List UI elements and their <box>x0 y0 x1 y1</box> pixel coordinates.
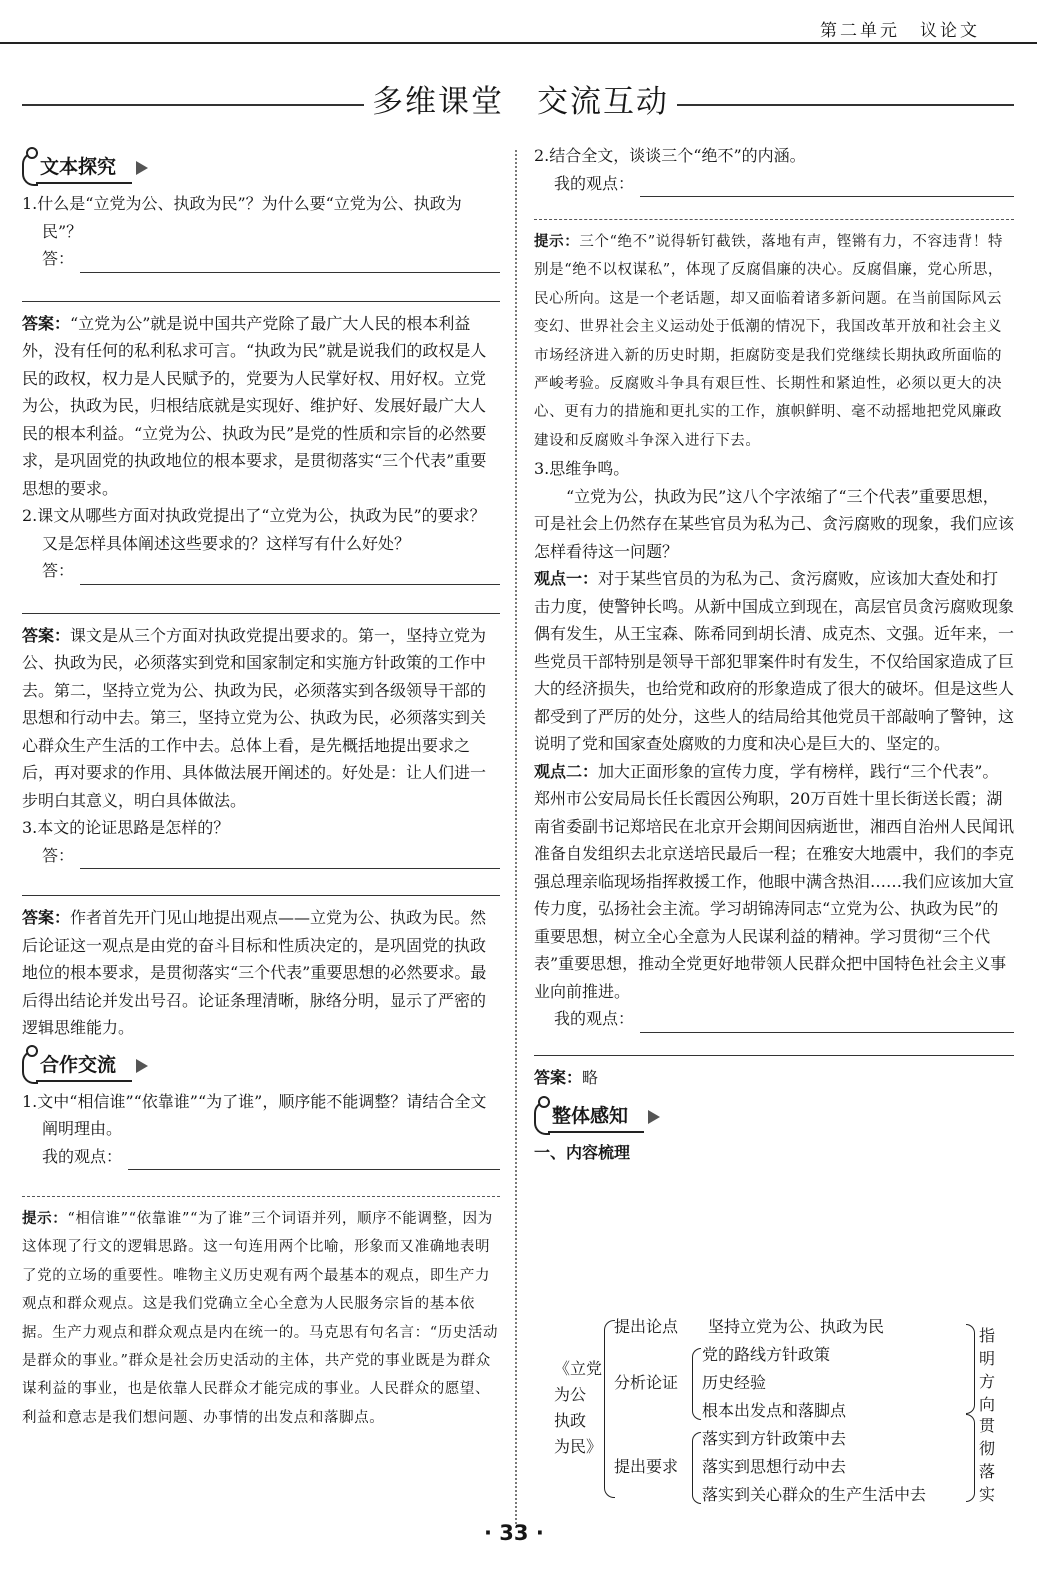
answer-field-3[interactable] <box>22 842 500 870</box>
banner-title: 多维课堂 交流互动 <box>364 82 677 122</box>
answer-prompt: 答： <box>42 561 75 580</box>
question-3: 3.本文的论证思路是怎样的？ <box>22 818 230 837</box>
opinion-prompt: 我的观点： <box>554 1009 635 1029</box>
debate-prompt: “立党为公，执政为民”这八个字浓缩了“三个代表”重要思想，可是社会上仍然存在某些官员为私为己、贪污腐败的现象，我们应该怎样看待这一问题？ <box>534 486 1015 561</box>
hint-box-2 <box>534 219 1014 455</box>
answer-prompt: 答： <box>42 845 75 865</box>
branch-label-1: 提出论点 <box>614 1317 679 1336</box>
root-line: 为公 <box>554 1385 587 1404</box>
root-line: 《立党 <box>554 1359 603 1378</box>
hint-label: 提示： <box>22 1211 68 1227</box>
right-column <box>534 142 1014 1167</box>
branch-label-3: 提出要求 <box>614 1457 679 1476</box>
sub-brace-2 <box>692 1348 701 1420</box>
left-column <box>22 148 500 1432</box>
answer-box-2 <box>22 613 500 815</box>
viewpoint-label: 观点二： <box>534 761 599 781</box>
section-title: 合作交流 <box>40 1053 117 1076</box>
question-2: 2.课文从哪些方面对执政党提出了“立党为公，执政为民”的要求？又是怎样具体阐述这些要求的？这样写有什么好处？ <box>22 506 486 553</box>
sub-brace-3 <box>692 1432 701 1504</box>
answer-line[interactable] <box>80 252 500 273</box>
branch-leaf-2c: 根本出发点和落脚点 <box>702 1401 847 1420</box>
opinion-field-2[interactable] <box>534 170 1014 198</box>
answer-line[interactable] <box>80 848 500 869</box>
section-underline <box>548 1131 644 1133</box>
section-title: 文本探究 <box>40 156 117 178</box>
outline-title: 一、内容梳理 <box>534 1143 631 1163</box>
hint-box-1 <box>22 1196 500 1432</box>
answer-label: 答案： <box>534 1067 583 1087</box>
opinion-prompt: 我的观点： <box>554 173 635 193</box>
hint-label: 提示： <box>534 234 580 250</box>
unit-label: 第二单元 议论文 <box>820 21 980 41</box>
answer-text: “立党为公”就是说中国共产党除了最广大人民的根本利益外，没有任何的私利私求可言。“执政为民”就是说我们的政权是人民的政权，权力是人民赋予的，党要为人民掌好权、用好权。立党为公，执政为民，归根结底就是实现好、维护好、发展好最广大人民的根本利益。“立党为公、执政为民”是党的性质和宗旨的必然要求，是巩固党的执政地位的根本要求，是贯彻落实“三个代表”重要思想的要求。 <box>22 313 487 498</box>
hook-icon <box>22 1050 38 1084</box>
cooperation-question-3: 3.思维争鸣。 <box>534 459 630 479</box>
answer-field-2[interactable] <box>22 557 500 585</box>
answer-text: 课文是从三个方面对执政党提出要求的。第一，坚持立党为公、执政为民，必须落实到党和国家制定和实施方针政策的工作中去。第二，坚持立党为公、执政为民，必须落实到各级领导干部的思想和行动中去。第三，坚持立党为公、执政为民，必须落实到关心群众生产生活的工作中去。总体上看，是先概括地提出要求之后，再对要求的作用、具体做法展开阐述的。好处是：让人们进一步明白其意义，明白具体做法。 <box>22 625 487 810</box>
hint-text: “相信谁”“依靠谁”“为了谁”三个词语并列，顺序不能调整，因为这体现了行文的逻辑思路。这一句连用两个比喻，形象而又准确地表明了党的立场的重要性。唯物主义历史观有两个最基本的观点，即生产力观点和群众观点。这是我们党确立全心全意为人民服务宗旨的基本依据。生产力观点和群众观点是内在统一的。马克思有句名言：“历史活动是群众的事业。”群众是社会历史活动的主体，共产党的事业既是为群众谋利益的事业，也是依靠人民群众才能完成的事业。人民群众的愿望、利益和意志是我们想问题、办事情的出发点和落脚点。 <box>22 1211 499 1426</box>
hint-text: 三个“绝不”说得斩钉截铁，落地有声，铿锵有力，不容违背！特别是“绝不以权谋私”，体现了反腐倡廉的决心。反腐倡廉，党心所思，民心所向。这是一个老话题，却又面临着诸多新问题。在当前国际风云变幻、世界社会主义运动处于低潮的情况下，我国改革开放和社会主义市场经济进入新的历史时期，拒腐防变是我们党继续长期执政所面临的严峻考验。反腐败斗争具有艰巨性、长期性和紧迫性，必须以更大的决心、更有力的措施和更扎实的工作，旗帜鲜明、毫不动摇地把党风廉政建设和反腐败斗争深入进行下去。 <box>534 234 1004 449</box>
hook-icon <box>22 152 38 186</box>
side-label-2: 贯彻落实 <box>978 1416 995 1504</box>
answer-line[interactable] <box>80 564 500 585</box>
branch-leaf-2b: 历史经验 <box>702 1373 767 1392</box>
viewpoint-label: 观点一： <box>534 569 599 589</box>
section-cooperation <box>22 1046 500 1086</box>
viewpoint-text: 对于某些官员的为私为己、贪污腐败，应该加大查处和打击力度，使警钟长鸣。从新中国成立到现在，高层官员贪污腐败现象偶有发生，从王宝森、陈希同到胡长清、成克杰、文强。近年来，一些党员干部特别是领导干部犯罪案件时有发生，不仅给国家造成了巨大的经济损失，也给党和政府的形象造成了很大的破坏。但是这些人都受到了严厉的处分，这些人的结局给其他党员干部敲响了警钟，这说明了党和国家查处腐败的力度和决心是巨大的、坚定的。 <box>534 569 1015 754</box>
banner-rule-right <box>670 104 1014 106</box>
section-title: 整体感知 <box>552 1105 629 1128</box>
root-line: 为民》 <box>554 1437 603 1456</box>
side-brace-2 <box>966 1414 975 1502</box>
play-arrow-icon <box>648 1110 660 1124</box>
opinion-line[interactable] <box>128 1149 500 1170</box>
opinion-field-1[interactable] <box>22 1143 500 1171</box>
banner-rule-left <box>22 104 367 106</box>
branch-leaf-3a: 落实到方针政策中去 <box>702 1429 847 1448</box>
branch-leaf-3c: 落实到关心群众的生产生活中去 <box>702 1485 927 1504</box>
branch-label-2: 分析论证 <box>614 1373 679 1392</box>
answer-text: 略 <box>582 1067 599 1087</box>
play-arrow-icon <box>136 1059 148 1073</box>
question-1: 1.什么是“立党为公、执政为民”？为什么要“立党为公、执政为民”？ <box>22 194 462 241</box>
branch-leaf-3b: 落实到思想行动中去 <box>702 1457 847 1476</box>
cooperation-question-1: 1.文中“相信谁”“依靠谁”“为了谁”，顺序能不能调整？请结合全文阐明理由。 <box>22 1091 487 1138</box>
answer-box-4 <box>534 1055 1014 1092</box>
play-arrow-icon <box>136 161 148 175</box>
answer-text: 作者首先开门见山地提出观点——立党为公、执政为民。然后论证这一观点是由党的奋斗目标和性质决定的，是巩固党的执政地位的根本要求，是贯彻落实“三个代表”重要思想的必然要求。最后得出结论并发出号召。论证条理清晰，脉络分明，显示了严密的逻辑思维能力。 <box>22 908 487 1037</box>
answer-label: 答案： <box>22 313 71 333</box>
section-text-explore <box>22 148 500 188</box>
section-overall <box>534 1097 1014 1137</box>
answer-box-3 <box>22 895 500 1042</box>
opinion-field-3[interactable] <box>534 1005 1014 1033</box>
section-underline <box>36 182 132 184</box>
answer-label: 答案： <box>22 908 71 927</box>
viewpoint-2 <box>534 758 1014 1006</box>
viewpoint-1 <box>534 565 1014 758</box>
answer-label: 答案： <box>22 625 71 645</box>
answer-prompt: 答： <box>42 249 75 268</box>
answer-box-1 <box>22 301 500 503</box>
answer-field-1[interactable] <box>22 245 500 273</box>
diagram-root <box>554 1356 604 1460</box>
section-underline <box>36 1080 132 1082</box>
side-brace-1 <box>966 1324 975 1414</box>
root-line: 执政 <box>554 1411 587 1430</box>
branch-leaf-2a: 党的路线方针政策 <box>702 1345 831 1364</box>
header-rule <box>0 42 1037 44</box>
cooperation-question-2: 2.结合全文，谈谈三个“绝不”的内涵。 <box>534 146 806 165</box>
opinion-line[interactable] <box>640 1012 1014 1033</box>
opinion-line[interactable] <box>640 176 1014 197</box>
side-label-1: 指明方向 <box>978 1326 995 1414</box>
branch-leaf-1: 坚持立党为公、执政为民 <box>708 1317 885 1336</box>
column-divider <box>515 150 517 1528</box>
viewpoint-text: 加大正面形象的宣传力度，学有榜样，践行“三个代表”。郑州市公安局局长任长霞因公殉职，20万百姓十里长街送长霞；湖南省委副书记郑培民在北京开会期间因病逝世，湘西自治州人民闻讯准备自发组织去北京送培民最后一程；在雅安大地震中，我们的李克强总理亲临现场指挥救援工作，他眼中满含热泪……我们应该加大宣传力度，弘扬社会主流。学习胡锦涛同志“立党为公、执政为民”的重要思想，树立全心全意为人民谋利益的精神。学习贯彻“三个代表”重要思想，推动全党更好地带领人民群众把中国特色社会主义事业向前推进。 <box>534 761 1015 1001</box>
opinion-prompt: 我的观点： <box>42 1146 123 1166</box>
hook-icon <box>534 1101 550 1135</box>
page-number: · 33 · <box>484 1521 544 1545</box>
